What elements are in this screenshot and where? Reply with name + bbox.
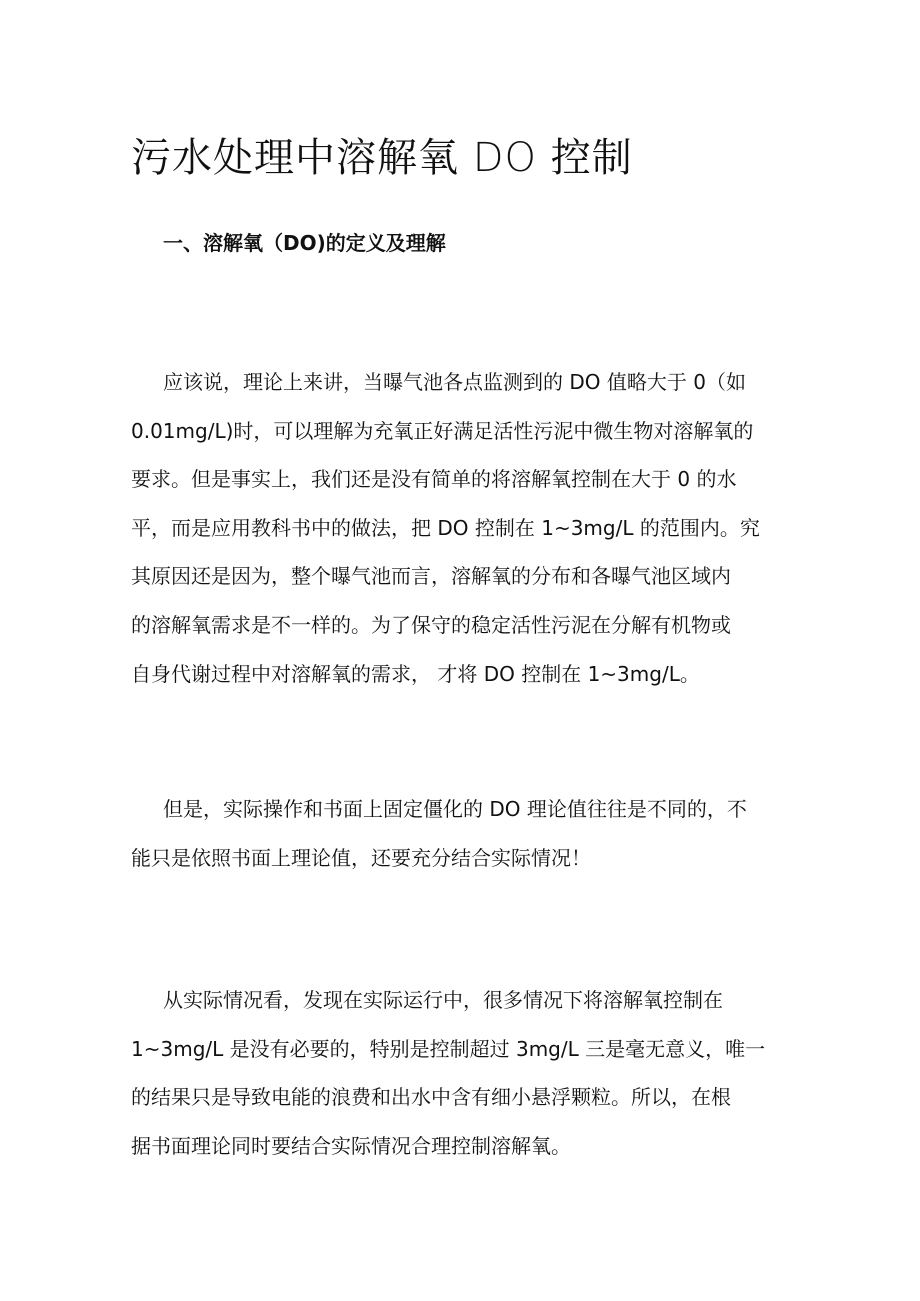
paragraph-line: 1~3mg/L 是没有必要的，特别是控制超过 3mg/L 三是毫无意义，唯一 xyxy=(131,1036,766,1061)
paragraph-line: 从实际情况看，发现在实际运行中，很多情况下将溶解氧控制在 xyxy=(163,988,723,1012)
section-heading: 一、溶解氧（DO)的定义及理解 xyxy=(163,231,446,255)
paragraph-line: 的结果只是导致电能的浪费和出水中含有细小悬浮颗粒。所以，在根 xyxy=(131,1085,731,1110)
paragraph-line: 能只是依照书面上理论值，还要充分结合实际情况！ xyxy=(131,845,591,870)
document-title: 污水处理中溶解氧 DO 控制 xyxy=(131,135,633,181)
paragraph-line: 平，而是应用教科书中的做法，把 DO 控制在 1~3mg/L 的范围内。究 xyxy=(131,515,760,540)
paragraph-line: 要求。但是事实上，我们还是没有简单的将溶解氧控制在大于 0 的水 xyxy=(131,467,737,492)
paragraph-line: 的溶解氧需求是不一样的。为了保守的稳定活性污泥在分解有机物或 xyxy=(131,612,731,637)
paragraph-line: 自身代谢过程中对溶解氧的需求， 才将 DO 控制在 1~3mg/L。 xyxy=(131,661,700,686)
paragraph-line: 据书面理论同时要结合实际情况合理控制溶解氧。 xyxy=(131,1133,571,1158)
paragraph-line: 但是，实际操作和书面上固定僵化的 DO 理论值往往是不同的，不 xyxy=(163,797,747,821)
paragraph-line: 应该说，理论上来讲，当曝气池各点监测到的 DO 值略大于 0（如 xyxy=(163,370,746,394)
paragraph-definition xyxy=(131,358,760,698)
paragraph-observation xyxy=(131,976,765,1170)
paragraph-line: 其原因还是因为，整个曝气池而言，溶解氧的分布和各曝气池区域内 xyxy=(131,564,731,589)
paragraph-practice xyxy=(131,785,747,882)
paragraph-line: 0.01mg/L)时，可以理解为充氧正好满足活性污泥中微生物对溶解氧的 xyxy=(131,418,754,443)
